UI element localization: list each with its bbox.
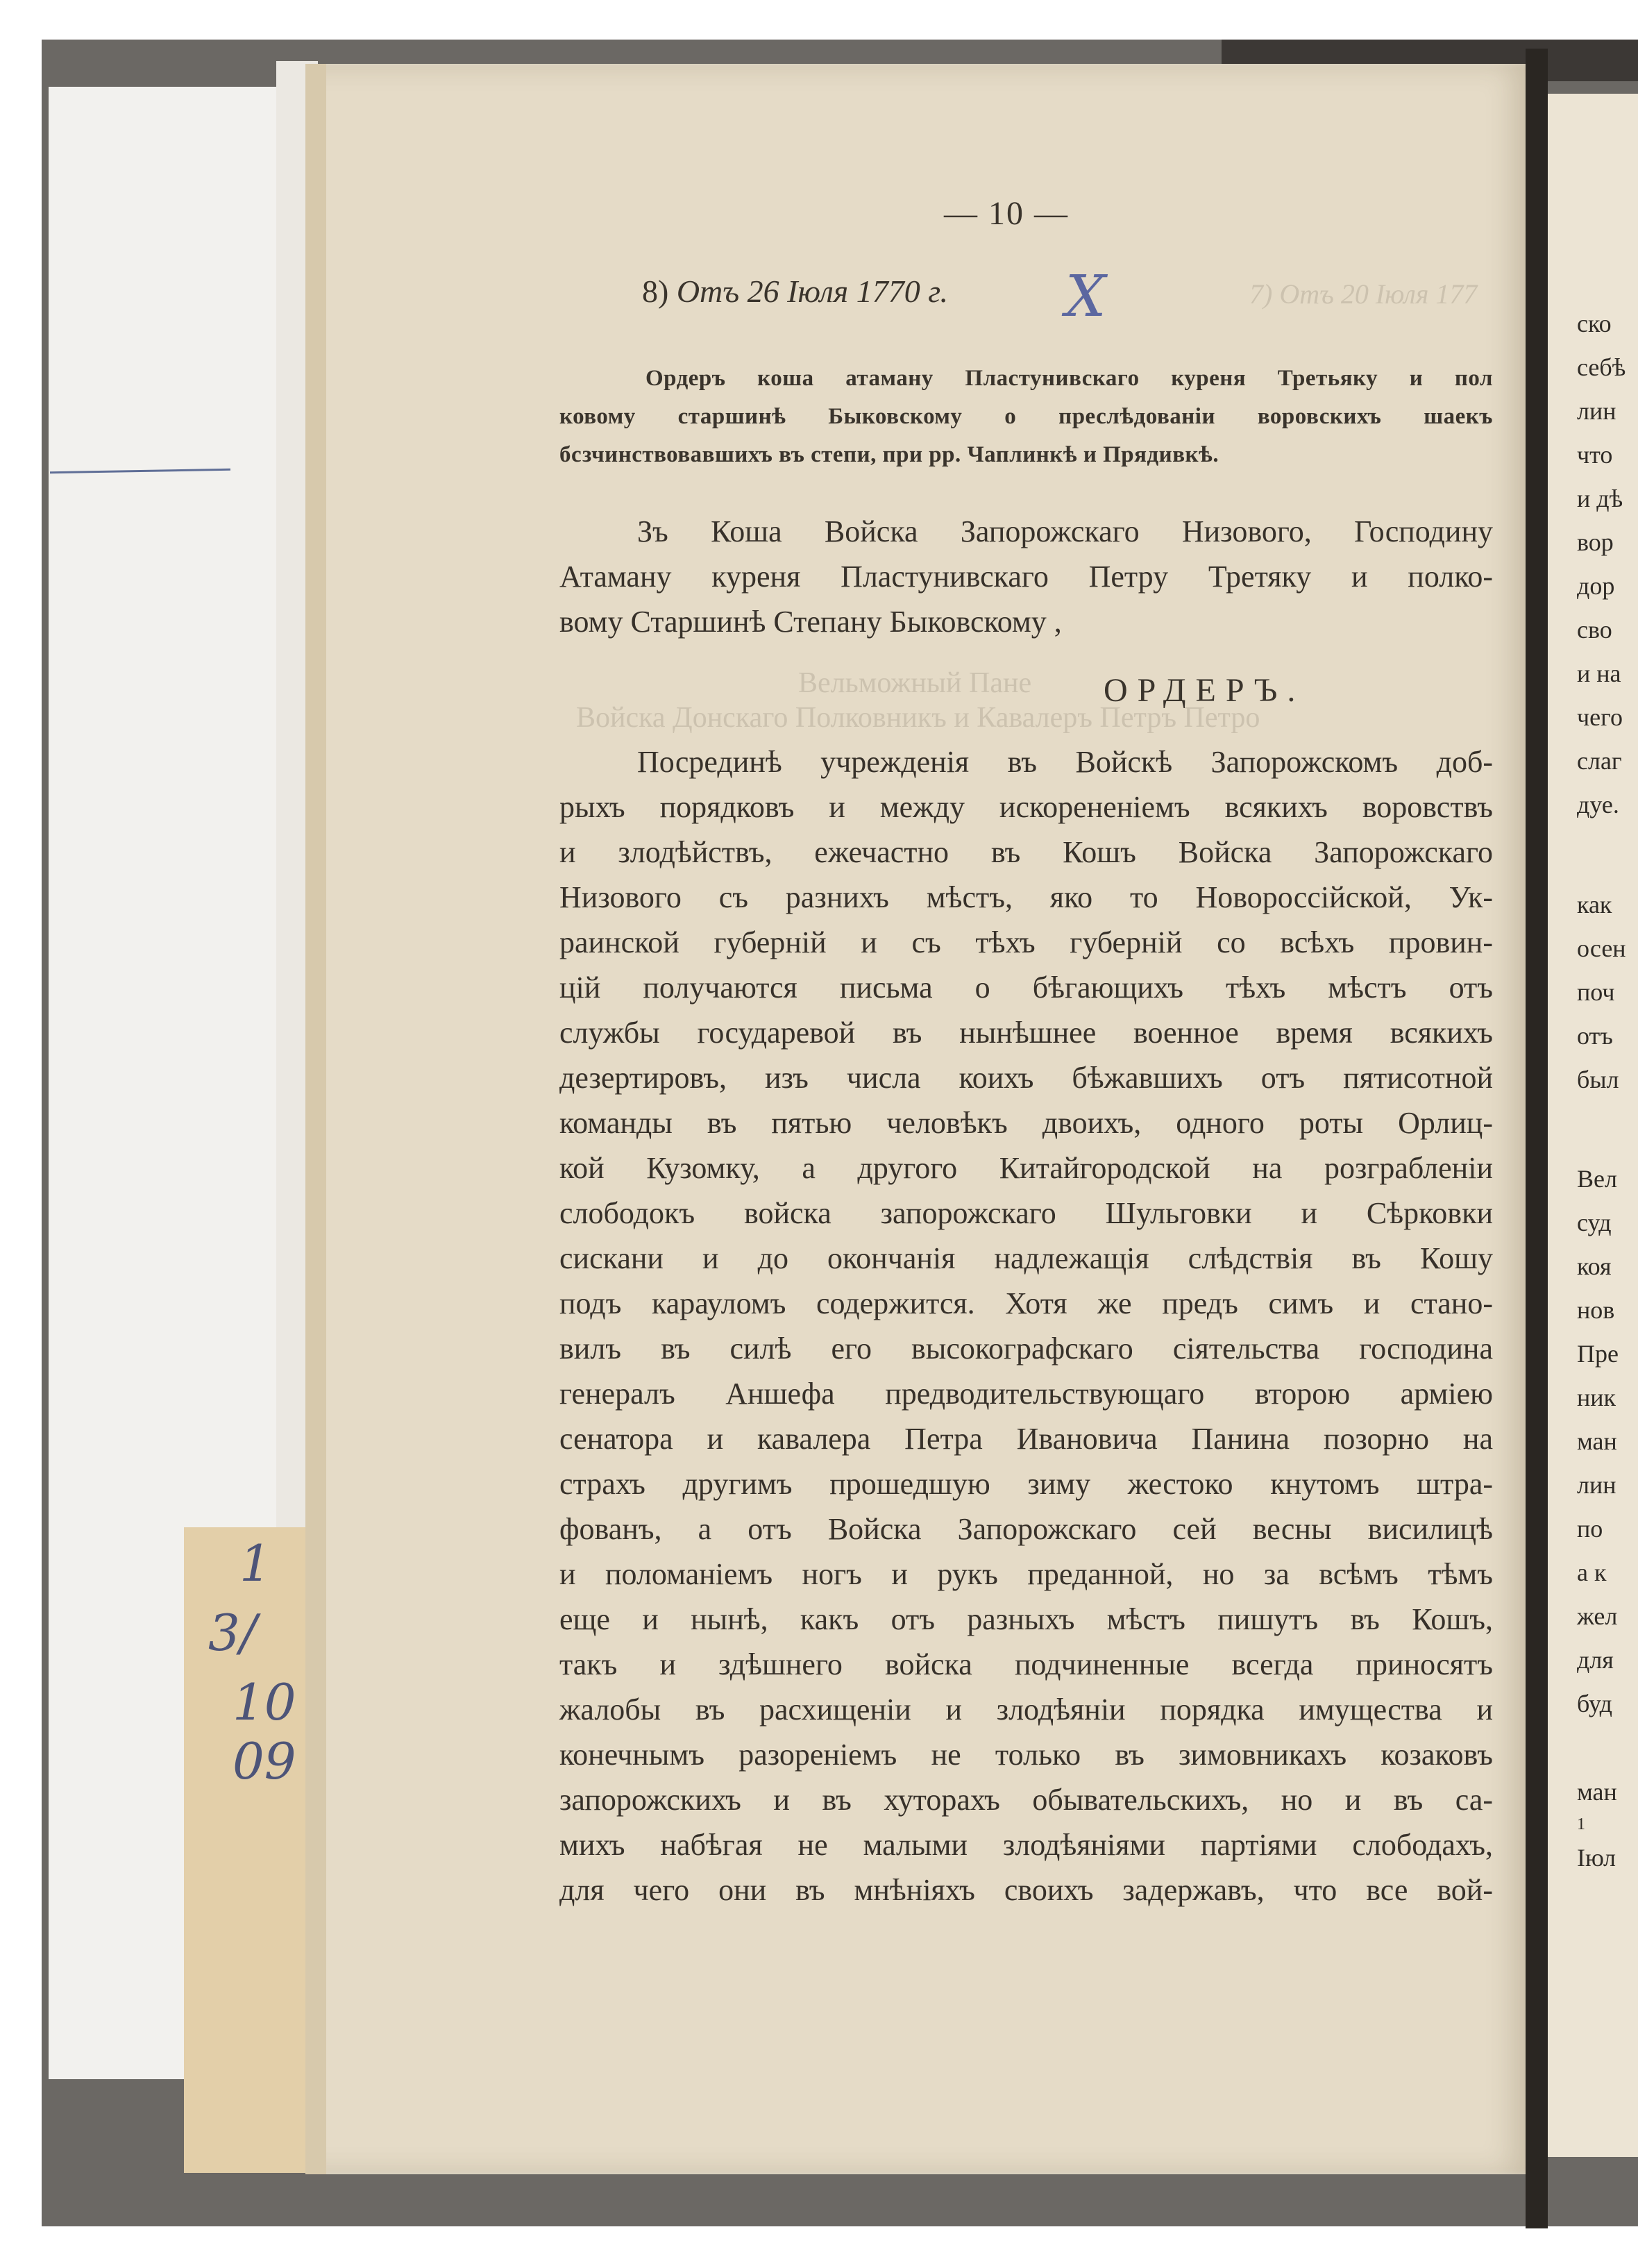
body-line: и поломаніемъ ногъ и рукъ преданной, но за всѣмъ тѣмъ <box>559 1557 1493 1591</box>
right-page-fragment: и дѣ <box>1577 485 1623 512</box>
right-page-fragment: слаг <box>1577 747 1622 775</box>
body-line: дезертировъ, изъ числа коихъ бѣжавшихъ отъ пятисотной <box>559 1061 1493 1095</box>
document-date: Отъ 26 Іюля 1770 г. <box>676 274 949 309</box>
right-page-fragment: ман <box>1577 1427 1617 1455</box>
address-line: Атаману куреня Пластунивскаго Петру Третяку и полко- <box>559 560 1493 594</box>
left-page-edge <box>305 64 326 2174</box>
right-page-fragment: 1 <box>1577 1815 1585 1833</box>
right-page-fragment: суд <box>1577 1209 1612 1236</box>
body-line: фованъ, а отъ Войска Запорожскаго сей весны висилицѣ <box>559 1512 1493 1546</box>
right-page-fragment: Іюл <box>1577 1844 1616 1872</box>
right-page-fragment: ман <box>1577 1778 1617 1806</box>
slip-note-4: 09 <box>233 1732 296 1790</box>
body-line: страхъ другимъ прошедшую зиму жестоко кнутомъ штра- <box>559 1467 1493 1501</box>
body-line: сискани и до окончанія надлежащія слѣдствія въ Кошу <box>559 1241 1493 1275</box>
right-page-fragment: чего <box>1577 703 1623 731</box>
right-page-fragment: дор <box>1577 572 1615 600</box>
right-page-fragment: поч <box>1577 978 1615 1006</box>
body-line: для чего они въ мнѣніяхъ своихъ задержавъ, что все вой- <box>559 1873 1493 1907</box>
right-page-fragment: ник <box>1577 1384 1616 1411</box>
right-page-fragment: и на <box>1577 660 1621 687</box>
body-line: цій получаются письма о бѣгающихъ тѣхъ мѣстъ отъ <box>559 971 1493 1005</box>
body-line: Посрединѣ учрежденія въ Войскѣ Запорожскомъ доб- <box>637 745 1493 779</box>
body-line: подъ карауломъ содержится. Хотя же предъ симъ и стано- <box>559 1286 1493 1320</box>
body-line: конечнымъ разореніемъ не только въ зимовникахъ козаковъ <box>559 1738 1493 1772</box>
body-line: жалобы въ расхищеніи и злодѣяніи порядка имущества и <box>559 1692 1493 1727</box>
summary-line: ковому старшинѣ Быковскому о преслѣдованіи воровскихъ шаекъ <box>559 404 1493 429</box>
body-line: и злодѣйствъ, ежечастно въ Кошъ Войска Запорожскаго <box>559 835 1493 869</box>
address-line: Зъ Коша Войска Запорожскаго Низового, Господину <box>637 514 1493 548</box>
body-line: команды въ пятью человѣкъ двоихъ, одного роты Орлиц- <box>559 1106 1493 1140</box>
right-page-fragment: Вел <box>1577 1165 1617 1193</box>
right-page-fragment: коя <box>1577 1252 1612 1280</box>
right-page-fragment: был <box>1577 1066 1619 1093</box>
book-gutter <box>1526 49 1548 2228</box>
body-line: сенатора и кавалера Петра Ивановича Панина позорно на <box>559 1422 1493 1456</box>
body-line: такъ и здѣшнего войска подчиненные всегда приносятъ <box>559 1647 1493 1681</box>
right-page-fragment: Пре <box>1577 1340 1619 1368</box>
right-page-fragment: вор <box>1577 528 1614 556</box>
right-page-fragment: дуе. <box>1577 791 1619 818</box>
body-line: слободокъ войска запорожскаго Шульговки и Сѣрковки <box>559 1196 1493 1230</box>
right-page-fragment: как <box>1577 891 1612 918</box>
slip-note-2: 3/ <box>208 1604 257 1662</box>
right-page <box>1548 94 1638 2157</box>
right-page-fragment: ско <box>1577 310 1612 337</box>
body-line: генералъ Аншефа предводительствующаго второю арміею <box>559 1377 1493 1411</box>
right-page-fragment: себѣ <box>1577 353 1626 381</box>
body-line: запорожскихъ и въ хуторахъ обывательскихъ, но и въ са- <box>559 1783 1493 1817</box>
bleed-through: Вельможный Пане <box>798 667 1032 699</box>
body-line: рыхъ порядковъ и между искорененіемъ всякихъ воровствъ <box>559 790 1493 824</box>
page-number: — 10 — <box>944 195 1069 232</box>
right-page-fragment: а к <box>1577 1559 1607 1586</box>
right-page-fragment: осен <box>1577 934 1626 962</box>
order-title: ОРДЕРЪ. <box>1104 672 1306 709</box>
address-line: вому Старшинѣ Степану Быковскому , <box>559 605 1062 639</box>
bleed-through: Войска Донскаго Полковникъ и Кавалеръ Петръ Петро <box>576 702 1260 734</box>
right-page-fragment: отъ <box>1577 1022 1613 1050</box>
right-page-fragment: по <box>1577 1515 1603 1543</box>
right-page-fragment: буд <box>1577 1690 1612 1717</box>
right-page-fragment: лин <box>1577 1471 1616 1499</box>
right-page-fragment: что <box>1577 441 1613 469</box>
body-line: кой Кузомку, а другого Китайгородской на розграбленіи <box>559 1151 1493 1185</box>
document-heading <box>642 273 948 310</box>
body-line: михъ набѣгая не малыми злодѣяніями партіями слободахъ, <box>559 1828 1493 1862</box>
body-line: Низового съ разнихъ мѣстъ, яко то Новороссійской, Ук- <box>559 880 1493 914</box>
body-line: раинской губерній и съ тѣхъ губерній со всѣхъ провин- <box>559 925 1493 959</box>
summary-line: Ордеръ коша атаману Пластунивскаго куреня Третьяку и пол <box>645 366 1493 391</box>
slip-note-3: 10 <box>233 1673 296 1731</box>
slip-note-1: 1 <box>239 1534 271 1593</box>
right-page-fragment: жел <box>1577 1602 1618 1630</box>
right-page-fragment: лин <box>1577 397 1616 425</box>
handwritten-mark: Х <box>1065 264 1106 330</box>
right-page-fragment: нов <box>1577 1296 1615 1324</box>
body-line: службы государевой въ нынѣшнее военное время всякихъ <box>559 1016 1493 1050</box>
body-line: вилъ въ силѣ его высокографскаго сіятельства господина <box>559 1332 1493 1366</box>
right-page-fragment: для <box>1577 1646 1614 1674</box>
body-line: еще и нынѣ, какъ отъ разныхъ мѣстъ пишутъ въ Кошъ, <box>559 1602 1493 1636</box>
document-number: 8) <box>642 274 669 309</box>
summary-line: бсзчинствовавшихъ въ степи, при рр. Чаплинкѣ и Прядивкѣ. <box>559 442 1219 467</box>
right-page-fragment: сво <box>1577 616 1612 644</box>
bleed-through: 7) Отъ 20 Іюля 177 <box>1249 278 1478 310</box>
